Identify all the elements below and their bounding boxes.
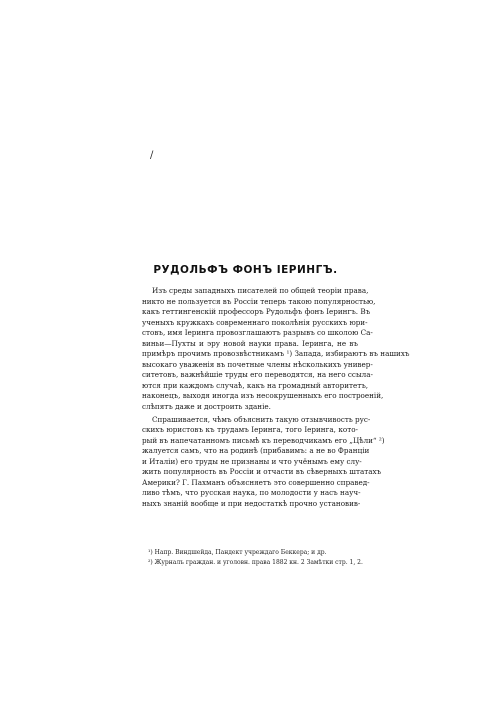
text-line: ныхъ знаній вообще и при недостаткѣ прочно установив- xyxy=(142,498,361,508)
footnote-1: ¹) Напр. Виндшейда, Пандект учреждаго Беккера; и др. xyxy=(148,549,327,556)
margin-mark: / xyxy=(150,150,154,161)
text-line: Изъ среды западныхъ писателей по общей теоріи права, xyxy=(152,286,369,295)
text-line: наконецъ, выходя иногда изъ несокрушенныхъ его построеній, xyxy=(142,391,384,400)
text-line: ученыхъ кружкахъ современнаго поколѣнія русскихъ юри- xyxy=(142,317,368,327)
text-line: ситетовъ, важнѣйшіе труды его переводятся, на него ссыла- xyxy=(142,370,373,379)
text-line: Спрашивается, чѣмъ объяснить такую отзывчивость рус- xyxy=(152,414,371,424)
text-line: слѣпятъ даже и достроить зданіе. xyxy=(142,401,271,411)
text-line: стовъ, имя Іеринга провозглашаютъ разрывъ со школою Са- xyxy=(142,328,373,337)
text-line: Америки? Г. Пахманъ объясняетъ это совершенно справед- xyxy=(142,477,370,487)
text-line: ливо тѣмъ, что русская наука, по молодости у насъ науч- xyxy=(142,488,361,497)
footnotes xyxy=(148,548,363,567)
text-line: скихъ юристовъ къ трудамъ Іеринга, того Іеринга, кото- xyxy=(142,425,358,434)
text-line: примѣръ прочимъ провозвѣстникамъ ¹) Запада, избираютъ въ нашихъ xyxy=(142,349,410,358)
article-body xyxy=(142,286,410,509)
article-heading: РУДОЛЬФЪ ФОНЪ IЕРИНГЪ. xyxy=(153,264,338,276)
text-line: и Италіи) его труды не признаны и что учёнымъ ему слу- xyxy=(142,456,362,466)
text-line: рый въ напечатанномъ письмѣ къ переводчикамъ его „Цѣли“ ²) xyxy=(142,435,385,445)
text-line: виньи—Пухты и эру новой науки права. Іеринга, не въ xyxy=(142,338,358,348)
footnote-2: ²) Журналъ граждан. и уголовн. права 1882 кн. 2 Замѣтки стр. 1, 2. xyxy=(148,558,363,566)
text-line: ются при каждомъ случаѣ, какъ на громадный авторитетъ, xyxy=(142,380,369,390)
text-line: никто не пользуется въ Россіи теперь такою популярностью, xyxy=(142,296,376,306)
text-line: какъ геттингенскій профессоръ Рудольфъ фонъ Іерингъ. Въ xyxy=(142,307,371,316)
text-line: жалуется самъ, что на родинѣ (прибавимъ: а не во Франціи xyxy=(142,446,370,455)
text-line: жить популярность въ Россіи и отчасти въ сѣверныхъ штатахъ xyxy=(142,467,382,476)
text-line: высокаго уваженія въ почетные члены нѣсколькихъ универ- xyxy=(142,359,373,369)
